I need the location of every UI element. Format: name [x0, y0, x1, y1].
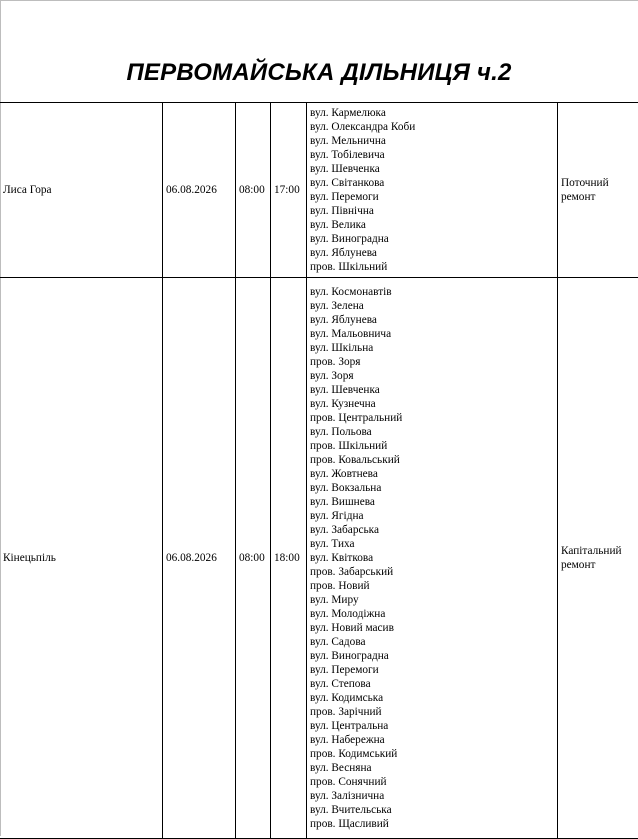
- street-item: вул. Ягідна: [310, 509, 554, 523]
- outage-schedule-table: [0, 102, 638, 839]
- street-item: вул. Жовтнева: [310, 467, 554, 481]
- street-item: вул. Світанкова: [310, 176, 554, 190]
- street-item: вул. Новий масив: [310, 621, 554, 635]
- street-item: вул. Олександра Коби: [310, 120, 554, 134]
- street-item: вул. Велика: [310, 218, 554, 232]
- street-item: пров. Зарічний: [310, 705, 554, 719]
- table-row: [0, 103, 638, 278]
- street-item: пров. Кодимський: [310, 747, 554, 761]
- street-item: вул. Шевченка: [310, 383, 554, 397]
- street-item: вул. Весняна: [310, 761, 554, 775]
- street-item: пров. Зоря: [310, 355, 554, 369]
- street-item: вул. Зоря: [310, 369, 554, 383]
- street-item: вул. Польова: [310, 425, 554, 439]
- street-item: пров. Шкільний: [310, 439, 554, 453]
- street-item: вул. Шкільна: [310, 341, 554, 355]
- street-item: вул. Кармелюка: [310, 106, 554, 120]
- street-item: вул. Кодимська: [310, 691, 554, 705]
- streets-cell: [307, 278, 558, 839]
- table-row: [0, 278, 638, 839]
- street-item: пров. Центральний: [310, 411, 554, 425]
- street-item: вул. Зелена: [310, 299, 554, 313]
- street-item: вул. Виноградна: [310, 649, 554, 663]
- street-item: вул. Вокзальна: [310, 481, 554, 495]
- street-item: вул. Квіткова: [310, 551, 554, 565]
- street-item: вул. Набережна: [310, 733, 554, 747]
- date-cell: 06.08.2026: [163, 278, 236, 839]
- page-top-border: [0, 0, 638, 1]
- street-item: вул. Яблунева: [310, 313, 554, 327]
- street-item: вул. Кузнечна: [310, 397, 554, 411]
- street-item: вул. Мельнична: [310, 134, 554, 148]
- work-type-cell: Капітальний ремонт: [558, 278, 638, 839]
- street-item: вул. Шевченка: [310, 162, 554, 176]
- street-item: вул. Миру: [310, 593, 554, 607]
- street-item: вул. Залізнична: [310, 789, 554, 803]
- street-item: пров. Щасливий: [310, 817, 554, 831]
- street-item: вул. Молодіжна: [310, 607, 554, 621]
- street-item: вул. Виноградна: [310, 232, 554, 246]
- street-item: вул. Північна: [310, 204, 554, 218]
- street-item: пров. Ковальський: [310, 453, 554, 467]
- street-item: вул. Перемоги: [310, 190, 554, 204]
- street-item: вул. Садова: [310, 635, 554, 649]
- street-item: вул. Космонавтів: [310, 285, 554, 299]
- end-time-cell: 18:00: [271, 278, 307, 839]
- page-title: ПЕРВОМАЙСЬКА ДІЛЬНИЦЯ ч.2: [0, 58, 638, 88]
- street-item: пров. Забарський: [310, 565, 554, 579]
- street-item: вул. Перемоги: [310, 663, 554, 677]
- street-item: вул. Яблунева: [310, 246, 554, 260]
- settlement-cell: Кінецьпіль: [0, 278, 163, 839]
- start-time-cell: 08:00: [236, 278, 271, 839]
- street-item: вул. Забарська: [310, 523, 554, 537]
- street-item: вул. Тобілевича: [310, 148, 554, 162]
- start-time-cell: 08:00: [236, 103, 271, 278]
- work-type-cell: Поточний ремонт: [558, 103, 638, 278]
- street-item: пров. Шкільний: [310, 260, 554, 274]
- street-item: вул. Степова: [310, 677, 554, 691]
- street-item: пров. Новий: [310, 579, 554, 593]
- end-time-cell: 17:00: [271, 103, 307, 278]
- street-item: вул. Вчительська: [310, 803, 554, 817]
- street-item: пров. Сонячний: [310, 775, 554, 789]
- street-item: вул. Центральна: [310, 719, 554, 733]
- street-item: вул. Вишнева: [310, 495, 554, 509]
- streets-cell: [307, 103, 558, 278]
- street-item: вул. Тиха: [310, 537, 554, 551]
- street-item: вул. Мальовнича: [310, 327, 554, 341]
- date-cell: 06.08.2026: [163, 103, 236, 278]
- settlement-cell: Лиса Гора: [0, 103, 163, 278]
